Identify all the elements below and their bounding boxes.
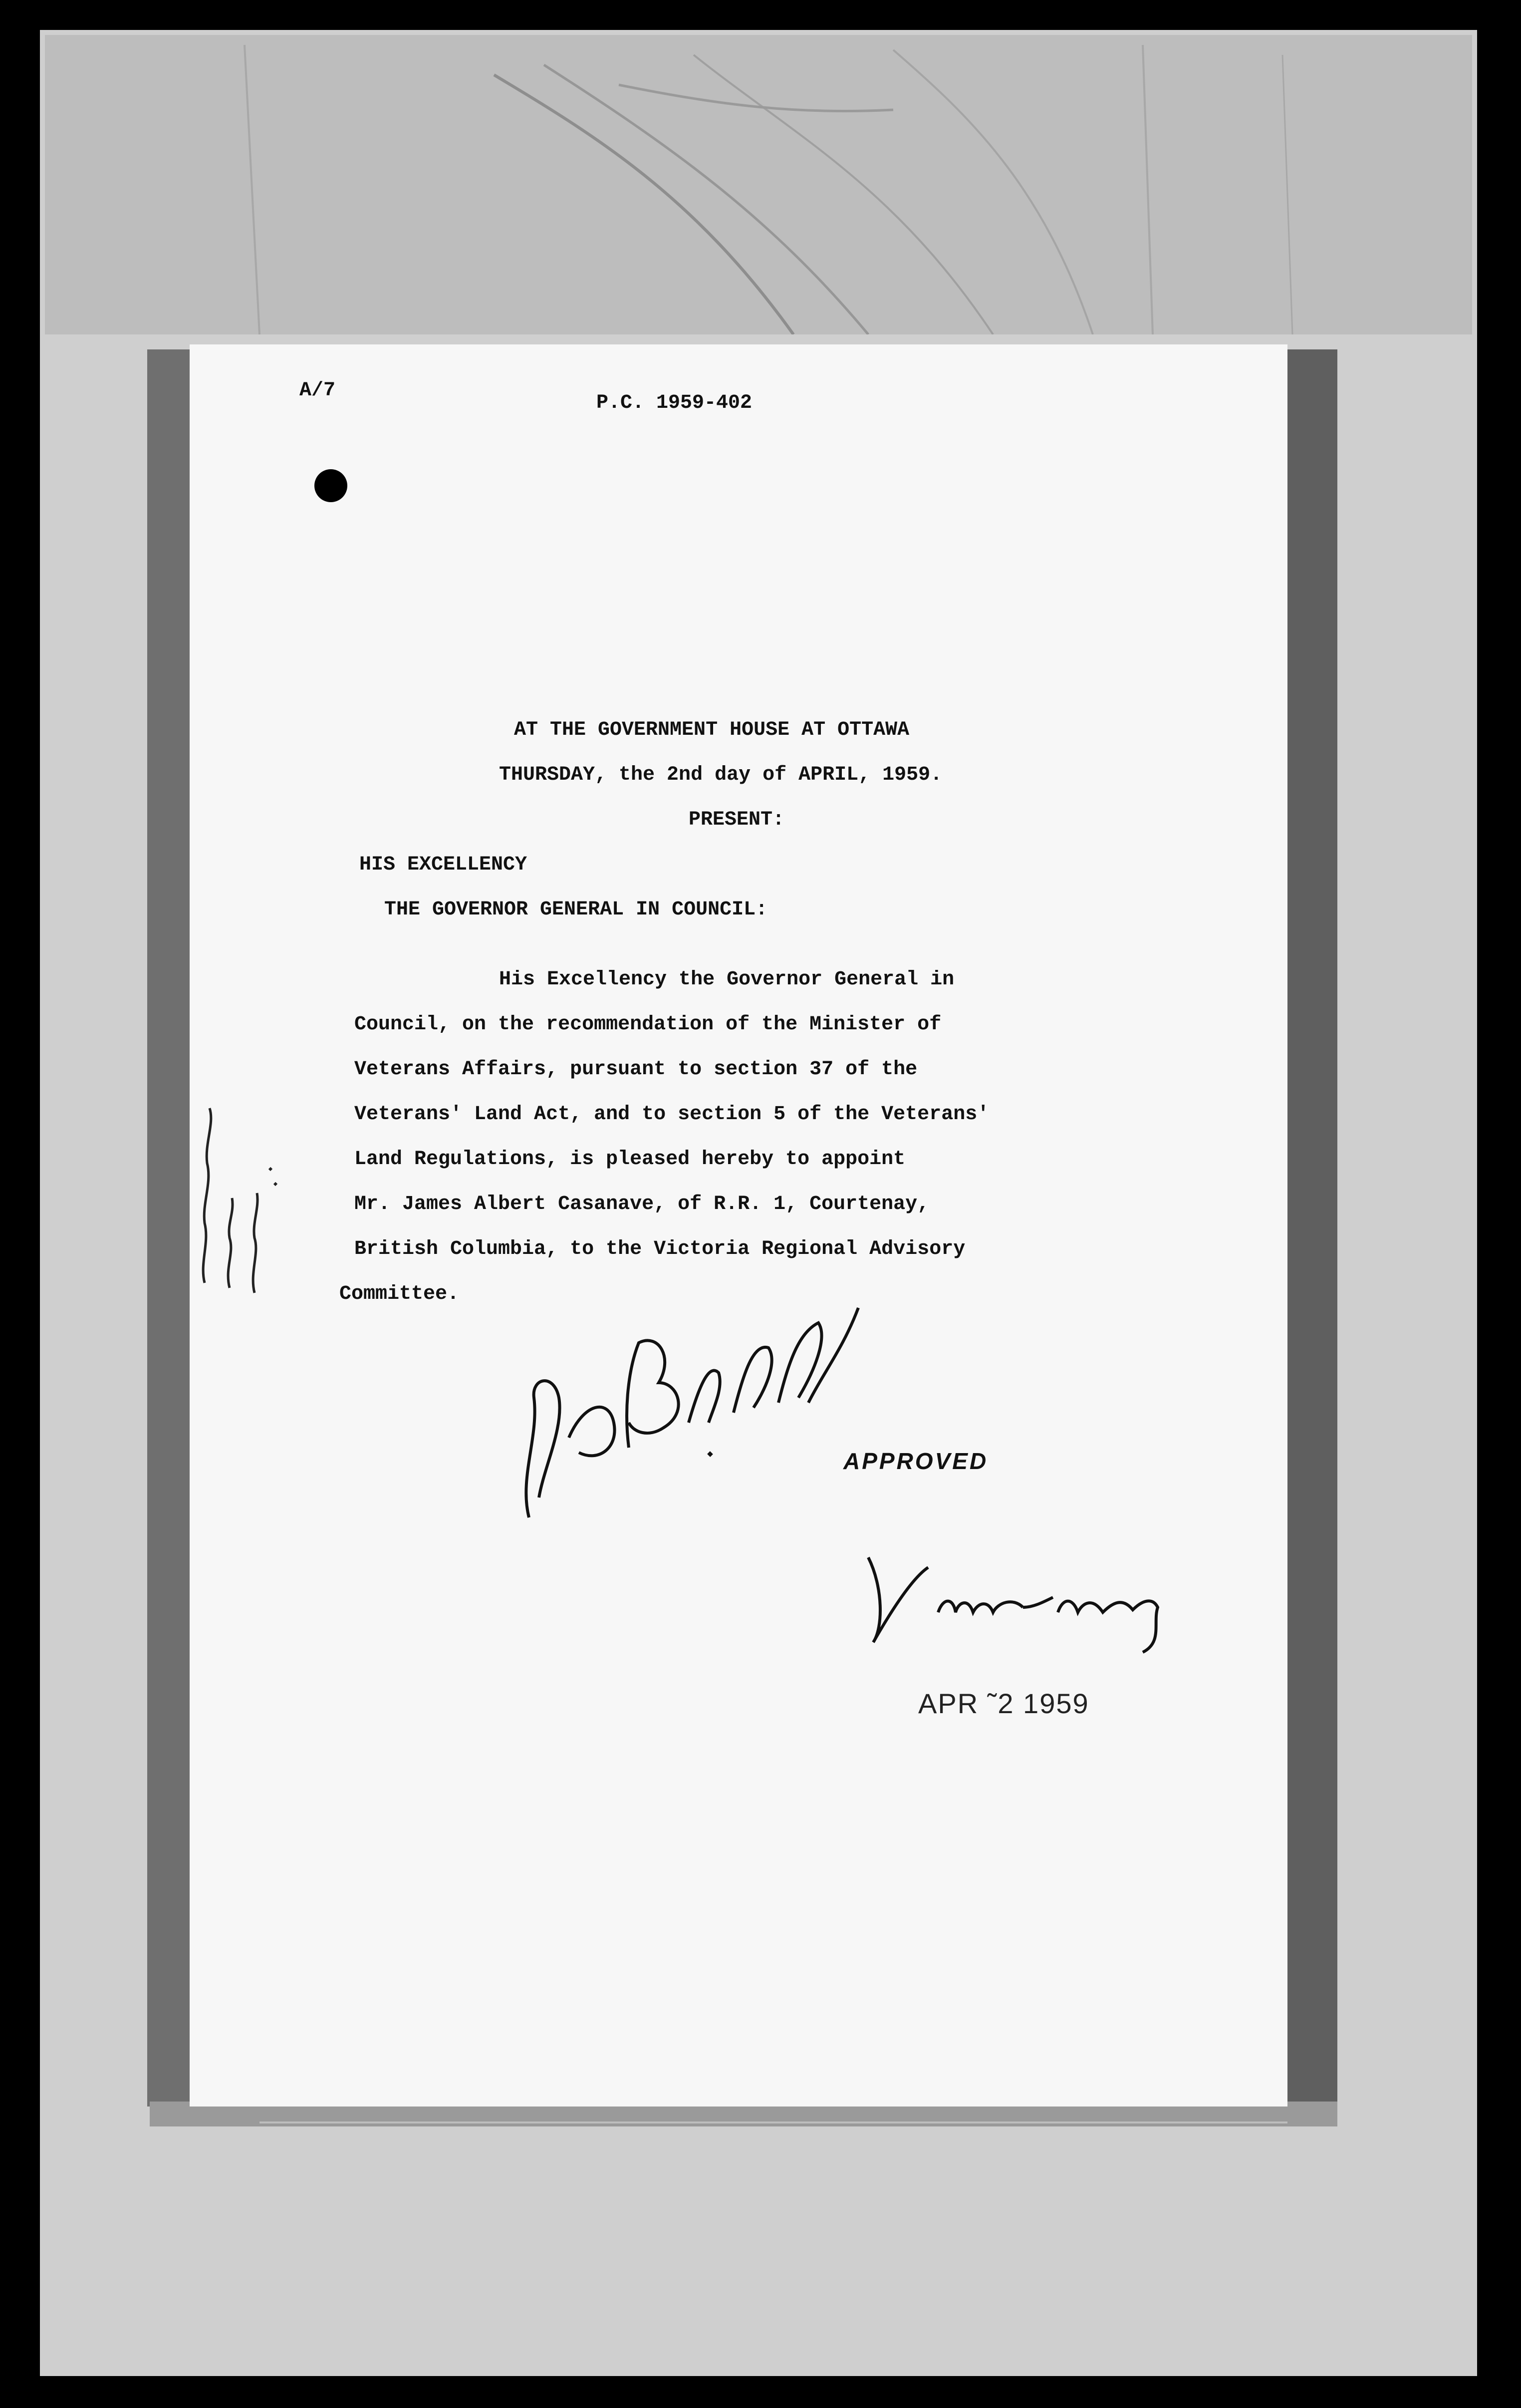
margin-notes-handwriting bbox=[185, 1093, 284, 1303]
body-line: Veterans Affairs, pursuant to section 37 of the bbox=[354, 1058, 918, 1081]
document-page bbox=[190, 344, 1287, 2107]
board-texture bbox=[45, 35, 1472, 334]
body-line: British Columbia, to the Victoria Regional Advisory bbox=[354, 1238, 966, 1260]
brooks-signature bbox=[499, 1288, 898, 1547]
date-received-stamp: APR ˜2 1959 bbox=[918, 1688, 1089, 1719]
heading-present: PRESENT: bbox=[689, 809, 785, 831]
body-line: Council, on the recommendation of the Minister of bbox=[354, 1013, 942, 1036]
page-edge-line bbox=[259, 2121, 1287, 2123]
massey-signature bbox=[853, 1527, 1178, 1677]
punch-hole bbox=[314, 469, 347, 502]
heading-location: AT THE GOVERNMENT HOUSE AT OTTAWA bbox=[514, 719, 910, 741]
heading-date: THURSDAY, the 2nd day of APRIL, 1959. bbox=[499, 764, 943, 786]
body-line: Mr. James Albert Casanave, of R.R. 1, Courtenay, bbox=[354, 1193, 930, 1215]
file-mark: A/7 bbox=[299, 379, 336, 402]
body-line: Land Regulations, is pleased hereby to appoint bbox=[354, 1148, 906, 1171]
approved-label: APPROVED bbox=[843, 1448, 989, 1474]
body-line: Veterans' Land Act, and to section 5 of the Veterans' bbox=[354, 1103, 990, 1126]
body-line: His Excellency the Governor General in bbox=[499, 968, 955, 991]
addressee-line-2: THE GOVERNOR GENERAL IN COUNCIL: bbox=[384, 899, 768, 921]
addressee-line-1: HIS EXCELLENCY bbox=[359, 854, 527, 876]
order-number: P.C. 1959-402 bbox=[596, 392, 753, 414]
body-line: Committee. bbox=[339, 1283, 460, 1305]
